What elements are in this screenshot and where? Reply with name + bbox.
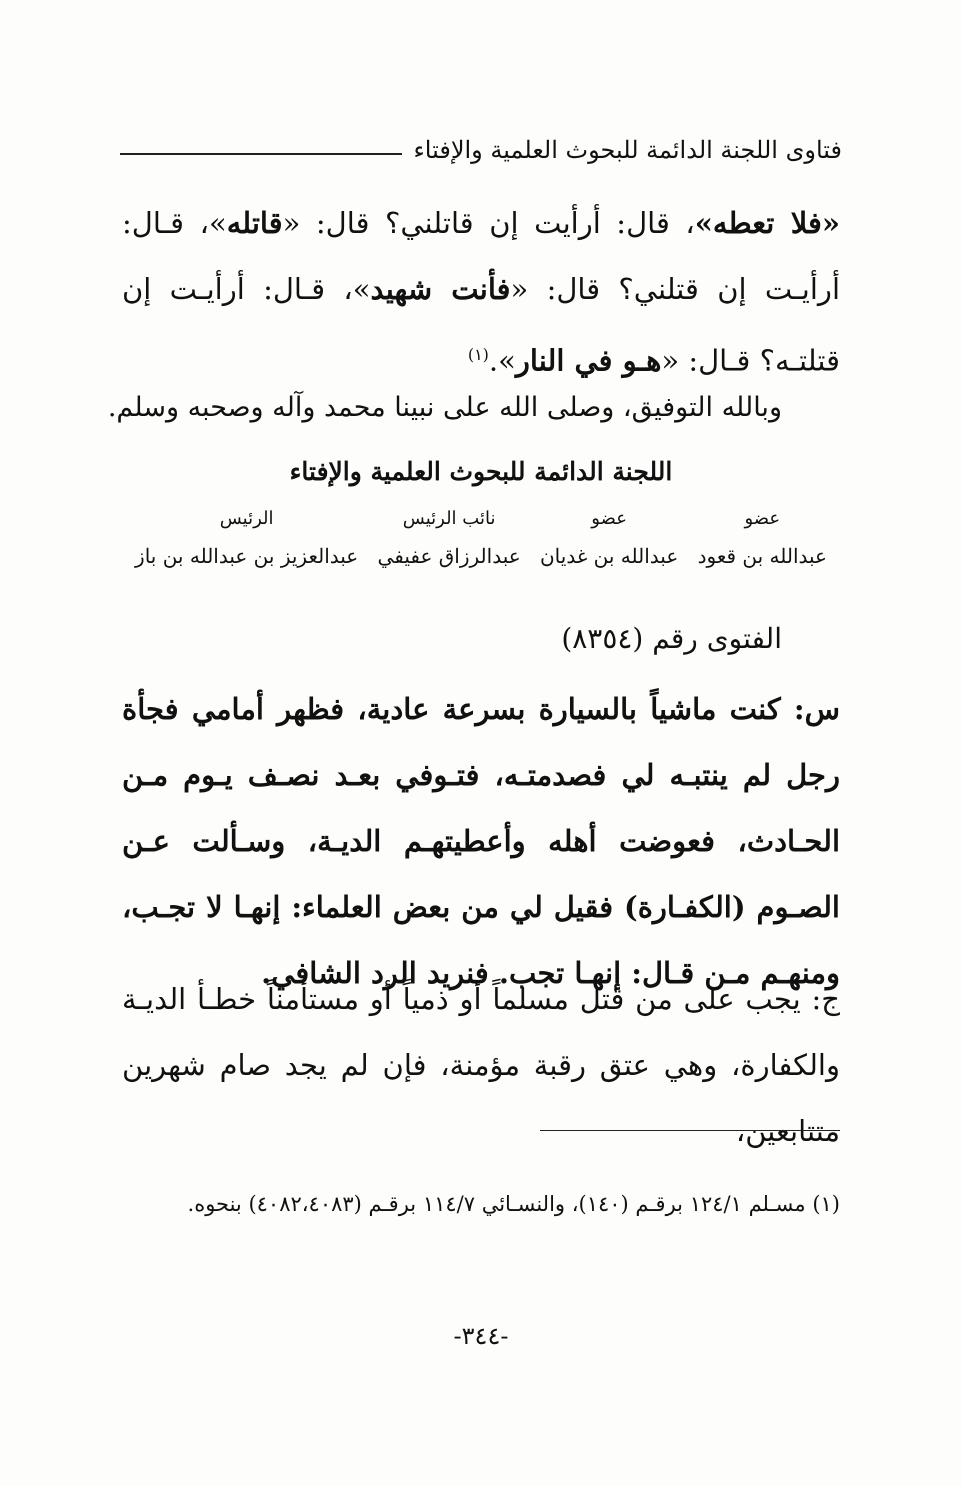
- running-header-title: فتاوى اللجنة الدائمة للبحوث العلمية والإفتاء: [413, 136, 842, 164]
- footnote-rule: [540, 1130, 840, 1131]
- hadith-text-1: ، قال: أرأيت إن قاتلني؟ قال: «: [282, 206, 695, 240]
- quote-you-are-martyr: فأنت شهيد: [370, 272, 511, 306]
- quote-fight-him: قاتله: [226, 206, 283, 240]
- member-2: [540, 508, 678, 584]
- question-paragraph: س: كنت ماشياً بالسيارة بسرعة عادية، فظهر أمامي فجأة رجل لم ينتبـه لي فصدمتـه، فتـوفي بعـد نصـف يـوم مـن الحـادث، فعوضت أهله وأعطيتهـم الديـة، وسـألت عـن الصـوم (الكفـارة) فقيل لي من بعض العلماء: إنهـا لا تجـب، ومنهـم مـن قـال: إنهـا تجب. فنريد الرد الشافي.: [122, 692, 840, 990]
- member-4: [135, 508, 358, 584]
- hadith-text-2: »، قـال: أرأيـت إن قتلني؟ قال: «: [122, 206, 840, 306]
- member-role: عضو: [744, 508, 781, 529]
- member-role: عضو: [591, 508, 627, 529]
- committee-title: اللجنة الدائمة للبحوث العلمية والإفتاء: [289, 457, 673, 486]
- member-3: [378, 508, 521, 584]
- member-name: عبدالله بن غديان: [539, 544, 679, 568]
- closing-statement: وبالله التوفيق، وصلى الله على نبينا محمد وآله وصحبه وسلم.: [107, 392, 782, 423]
- quote-he-is-in-fire: هـو في النار: [515, 343, 662, 378]
- member-name: عبدالعزيز بن عبدالله بن باز: [135, 544, 359, 568]
- quote-do-not-give: «فلا تعطه»: [694, 206, 841, 240]
- header-rule: [120, 153, 402, 155]
- member-role: الرئيس: [219, 508, 274, 529]
- member-role: نائب الرئيس: [402, 508, 496, 529]
- committee-members: [135, 508, 827, 584]
- hadith-end: ».: [488, 343, 516, 378]
- running-header: [120, 136, 842, 164]
- fatwa-number: الفتوى رقم (٨٣٥٤): [561, 622, 782, 655]
- hadith-paragraph: [122, 190, 840, 394]
- answer-paragraph: ج: يجب على من قتل مسلماً أو ذمياً أو مستأمناً خطـأ الديـة والكفارة، وهي عتق رقبة مؤمنة، فإن لم يجد صام شهرين متتابعين،: [122, 982, 840, 1148]
- member-name: عبدالرزاق عفيفي: [377, 544, 521, 568]
- member-name: عبدالله بن قعود: [697, 544, 827, 568]
- page-number: -٣٤٤-: [453, 1322, 509, 1350]
- footnote-reference[interactable]: (١): [467, 345, 489, 364]
- member-1: [698, 508, 827, 584]
- hadith-text-3: »، قـال: أرأيـت إن قتلتـه؟ قـال: «: [122, 272, 840, 378]
- footnote: (١) مسـلم ١٢٤/١ برقـم (١٤٠)، والنسـائي ١١٤/٧ برقـم (٤٠٨٢،٤٠٨٣) بنحوه.: [187, 1192, 840, 1216]
